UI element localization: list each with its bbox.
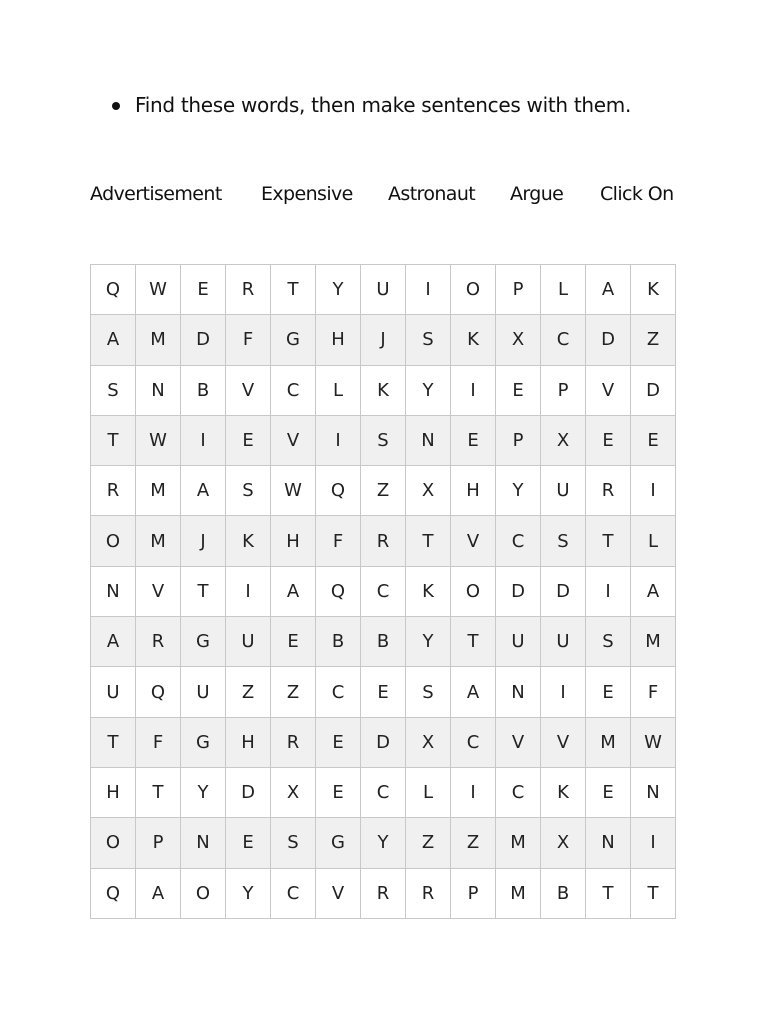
grid-cell[interactable]: M — [136, 466, 181, 516]
grid-cell[interactable]: Q — [91, 265, 136, 315]
grid-cell[interactable]: S — [541, 516, 586, 566]
word-search-grid — [90, 264, 676, 919]
grid-cell[interactable]: O — [451, 566, 496, 616]
grid-cell[interactable]: W — [136, 415, 181, 465]
grid-cell[interactable]: A — [586, 265, 631, 315]
grid-cell[interactable]: U — [181, 667, 226, 717]
grid-cell[interactable]: R — [136, 617, 181, 667]
grid-cell[interactable]: F — [631, 667, 676, 717]
grid-cell[interactable]: N — [181, 818, 226, 868]
grid-cell[interactable]: N — [496, 667, 541, 717]
grid-cell[interactable]: A — [91, 617, 136, 667]
grid-cell[interactable]: A — [631, 566, 676, 616]
grid-cell[interactable]: B — [316, 617, 361, 667]
grid-cell[interactable]: I — [451, 365, 496, 415]
grid-cell[interactable]: N — [136, 365, 181, 415]
word-item: Argue — [510, 183, 564, 205]
grid-cell[interactable]: E — [451, 415, 496, 465]
grid-cell[interactable]: U — [361, 265, 406, 315]
grid-cell[interactable]: W — [271, 466, 316, 516]
grid-cell[interactable]: L — [406, 767, 451, 817]
grid-cell[interactable]: M — [631, 617, 676, 667]
grid-cell[interactable]: E — [271, 617, 316, 667]
word-item: Expensive — [261, 183, 353, 205]
grid-cell[interactable]: A — [451, 667, 496, 717]
grid-cell[interactable]: K — [451, 315, 496, 365]
grid-row — [91, 265, 676, 315]
grid-cell[interactable]: C — [541, 315, 586, 365]
grid-cell[interactable]: P — [496, 265, 541, 315]
grid-cell[interactable]: L — [631, 516, 676, 566]
grid-cell[interactable]: V — [226, 365, 271, 415]
grid-cell[interactable]: S — [226, 466, 271, 516]
grid-cell[interactable]: J — [361, 315, 406, 365]
grid-cell[interactable]: G — [181, 617, 226, 667]
grid-cell[interactable]: E — [361, 667, 406, 717]
grid-cell[interactable]: R — [586, 466, 631, 516]
grid-row — [91, 667, 676, 717]
grid-cell[interactable]: C — [361, 767, 406, 817]
grid-cell[interactable]: D — [361, 717, 406, 767]
grid-cell[interactable]: T — [586, 516, 631, 566]
grid-cell[interactable]: B — [541, 868, 586, 918]
grid-cell[interactable]: S — [91, 365, 136, 415]
grid-cell[interactable]: V — [541, 717, 586, 767]
grid-cell[interactable]: B — [361, 617, 406, 667]
grid-cell[interactable]: Z — [451, 818, 496, 868]
grid-cell[interactable]: T — [271, 265, 316, 315]
grid-cell[interactable]: H — [226, 717, 271, 767]
grid-cell[interactable]: C — [496, 516, 541, 566]
grid-row — [91, 466, 676, 516]
grid-cell[interactable]: E — [586, 767, 631, 817]
grid-cell[interactable]: Y — [406, 365, 451, 415]
grid-cell[interactable]: C — [496, 767, 541, 817]
grid-cell[interactable]: V — [271, 415, 316, 465]
grid-cell[interactable]: L — [541, 265, 586, 315]
grid-cell[interactable]: N — [406, 415, 451, 465]
grid-cell[interactable]: R — [271, 717, 316, 767]
grid-cell[interactable]: Z — [226, 667, 271, 717]
grid-cell[interactable]: E — [316, 717, 361, 767]
grid-cell[interactable]: D — [541, 566, 586, 616]
grid-cell[interactable]: M — [136, 516, 181, 566]
grid-cell[interactable]: M — [136, 315, 181, 365]
grid-cell[interactable]: G — [316, 818, 361, 868]
grid-cell[interactable]: T — [586, 868, 631, 918]
grid-row — [91, 415, 676, 465]
grid-cell[interactable]: E — [586, 667, 631, 717]
grid-cell[interactable]: S — [271, 818, 316, 868]
instruction-text: Find these words, then make sentences with them. — [135, 93, 632, 117]
grid-cell[interactable]: Z — [631, 315, 676, 365]
grid-cell[interactable]: N — [631, 767, 676, 817]
grid-cell[interactable]: O — [181, 868, 226, 918]
grid-cell[interactable]: Y — [181, 767, 226, 817]
grid-row — [91, 717, 676, 767]
grid-cell[interactable]: S — [586, 617, 631, 667]
grid-cell[interactable]: R — [361, 868, 406, 918]
grid-cell[interactable]: A — [136, 868, 181, 918]
grid-cell[interactable]: X — [496, 315, 541, 365]
grid-cell[interactable]: C — [271, 868, 316, 918]
grid-cell[interactable]: V — [496, 717, 541, 767]
grid-cell[interactable]: I — [316, 415, 361, 465]
grid-cell[interactable]: T — [451, 617, 496, 667]
grid-cell[interactable]: Z — [406, 818, 451, 868]
grid-cell[interactable]: Q — [91, 868, 136, 918]
grid-cell[interactable]: U — [541, 617, 586, 667]
grid-cell[interactable]: C — [361, 566, 406, 616]
grid-cell[interactable]: E — [496, 365, 541, 415]
grid-cell[interactable]: O — [91, 818, 136, 868]
grid-cell[interactable]: P — [541, 365, 586, 415]
grid-cell[interactable]: X — [271, 767, 316, 817]
grid-cell[interactable]: I — [631, 818, 676, 868]
grid-cell[interactable]: I — [406, 265, 451, 315]
bullet-icon — [112, 102, 120, 110]
grid-cell[interactable]: T — [136, 767, 181, 817]
grid-cell[interactable]: I — [631, 466, 676, 516]
word-item: Click On — [600, 183, 674, 205]
grid-cell[interactable]: Y — [316, 265, 361, 315]
grid-cell[interactable]: C — [271, 365, 316, 415]
grid-cell[interactable]: O — [91, 516, 136, 566]
grid-cell[interactable]: K — [361, 365, 406, 415]
grid-cell[interactable]: C — [451, 717, 496, 767]
grid-cell[interactable]: U — [496, 617, 541, 667]
grid-cell[interactable]: Y — [496, 466, 541, 516]
grid-cell[interactable]: M — [586, 717, 631, 767]
word-list — [0, 183, 768, 209]
grid-cell[interactable]: T — [91, 415, 136, 465]
grid-cell[interactable]: D — [226, 767, 271, 817]
grid-cell[interactable]: G — [271, 315, 316, 365]
grid-cell[interactable]: P — [451, 868, 496, 918]
grid-row — [91, 818, 676, 868]
grid-cell[interactable]: V — [316, 868, 361, 918]
grid-cell[interactable]: H — [271, 516, 316, 566]
grid-cell[interactable]: G — [181, 717, 226, 767]
grid-cell[interactable]: W — [136, 265, 181, 315]
grid-cell[interactable]: A — [91, 315, 136, 365]
grid-cell[interactable]: E — [316, 767, 361, 817]
grid-row — [91, 767, 676, 817]
grid-cell[interactable]: N — [91, 566, 136, 616]
grid-cell[interactable]: Y — [406, 617, 451, 667]
grid-cell[interactable]: P — [496, 415, 541, 465]
grid-cell[interactable]: T — [631, 868, 676, 918]
grid-cell[interactable]: D — [586, 315, 631, 365]
grid-cell[interactable]: E — [226, 818, 271, 868]
grid-cell[interactable]: X — [541, 415, 586, 465]
grid-cell[interactable]: Q — [316, 566, 361, 616]
grid-cell[interactable]: E — [631, 415, 676, 465]
grid-cell[interactable]: A — [271, 566, 316, 616]
grid-cell[interactable]: T — [91, 717, 136, 767]
grid-cell[interactable]: H — [316, 315, 361, 365]
grid-cell[interactable]: J — [181, 516, 226, 566]
grid-cell[interactable]: S — [406, 667, 451, 717]
grid-cell[interactable]: Z — [271, 667, 316, 717]
grid-cell[interactable]: S — [406, 315, 451, 365]
grid-cell[interactable]: K — [226, 516, 271, 566]
grid-cell[interactable]: E — [586, 415, 631, 465]
grid-cell[interactable]: K — [406, 566, 451, 616]
grid-cell[interactable]: F — [136, 717, 181, 767]
grid-row — [91, 566, 676, 616]
grid-cell[interactable]: M — [496, 818, 541, 868]
grid-cell[interactable]: D — [631, 365, 676, 415]
grid-cell[interactable]: Y — [361, 818, 406, 868]
grid-cell[interactable]: C — [316, 667, 361, 717]
grid-cell[interactable]: D — [181, 315, 226, 365]
grid-cell[interactable]: Q — [136, 667, 181, 717]
grid-cell[interactable]: F — [226, 315, 271, 365]
grid-cell[interactable]: V — [136, 566, 181, 616]
grid-cell[interactable]: Y — [226, 868, 271, 918]
grid-cell[interactable]: V — [586, 365, 631, 415]
instruction — [112, 93, 631, 117]
grid-cell[interactable]: R — [226, 265, 271, 315]
grid-cell[interactable]: U — [91, 667, 136, 717]
grid-cell[interactable]: X — [406, 466, 451, 516]
grid-cell[interactable]: X — [541, 818, 586, 868]
grid-cell[interactable]: V — [451, 516, 496, 566]
grid-cell[interactable]: O — [451, 265, 496, 315]
grid-cell[interactable]: I — [181, 415, 226, 465]
grid-cell[interactable]: Z — [361, 466, 406, 516]
grid-cell[interactable]: K — [541, 767, 586, 817]
grid-cell[interactable]: W — [631, 717, 676, 767]
grid-row — [91, 365, 676, 415]
grid-cell[interactable]: P — [136, 818, 181, 868]
grid-cell[interactable]: E — [181, 265, 226, 315]
grid-cell[interactable]: B — [181, 365, 226, 415]
word-item: Advertisement — [90, 183, 222, 205]
grid-cell[interactable]: N — [586, 818, 631, 868]
grid-cell[interactable]: K — [631, 265, 676, 315]
grid-cell[interactable]: I — [451, 767, 496, 817]
word-item: Astronaut — [388, 183, 476, 205]
grid-cell[interactable]: H — [451, 466, 496, 516]
grid-cell[interactable]: T — [181, 566, 226, 616]
grid-cell[interactable]: I — [541, 667, 586, 717]
grid-row — [91, 315, 676, 365]
grid-row — [91, 617, 676, 667]
grid-cell[interactable]: R — [406, 868, 451, 918]
grid-cell[interactable]: L — [316, 365, 361, 415]
grid-cell[interactable]: A — [181, 466, 226, 516]
grid-row — [91, 516, 676, 566]
grid-cell[interactable]: E — [226, 415, 271, 465]
grid-row — [91, 868, 676, 918]
grid-cell[interactable]: I — [586, 566, 631, 616]
grid-cell[interactable]: R — [361, 516, 406, 566]
grid-cell[interactable]: T — [406, 516, 451, 566]
grid-cell[interactable]: M — [496, 868, 541, 918]
grid-cell[interactable]: U — [541, 466, 586, 516]
grid-cell[interactable]: S — [361, 415, 406, 465]
grid-cell[interactable]: R — [91, 466, 136, 516]
grid-cell[interactable]: X — [406, 717, 451, 767]
grid-cell[interactable]: F — [316, 516, 361, 566]
grid-cell[interactable]: D — [496, 566, 541, 616]
grid-cell[interactable]: U — [226, 617, 271, 667]
grid-cell[interactable]: Q — [316, 466, 361, 516]
grid-cell[interactable]: H — [91, 767, 136, 817]
grid-cell[interactable]: I — [226, 566, 271, 616]
